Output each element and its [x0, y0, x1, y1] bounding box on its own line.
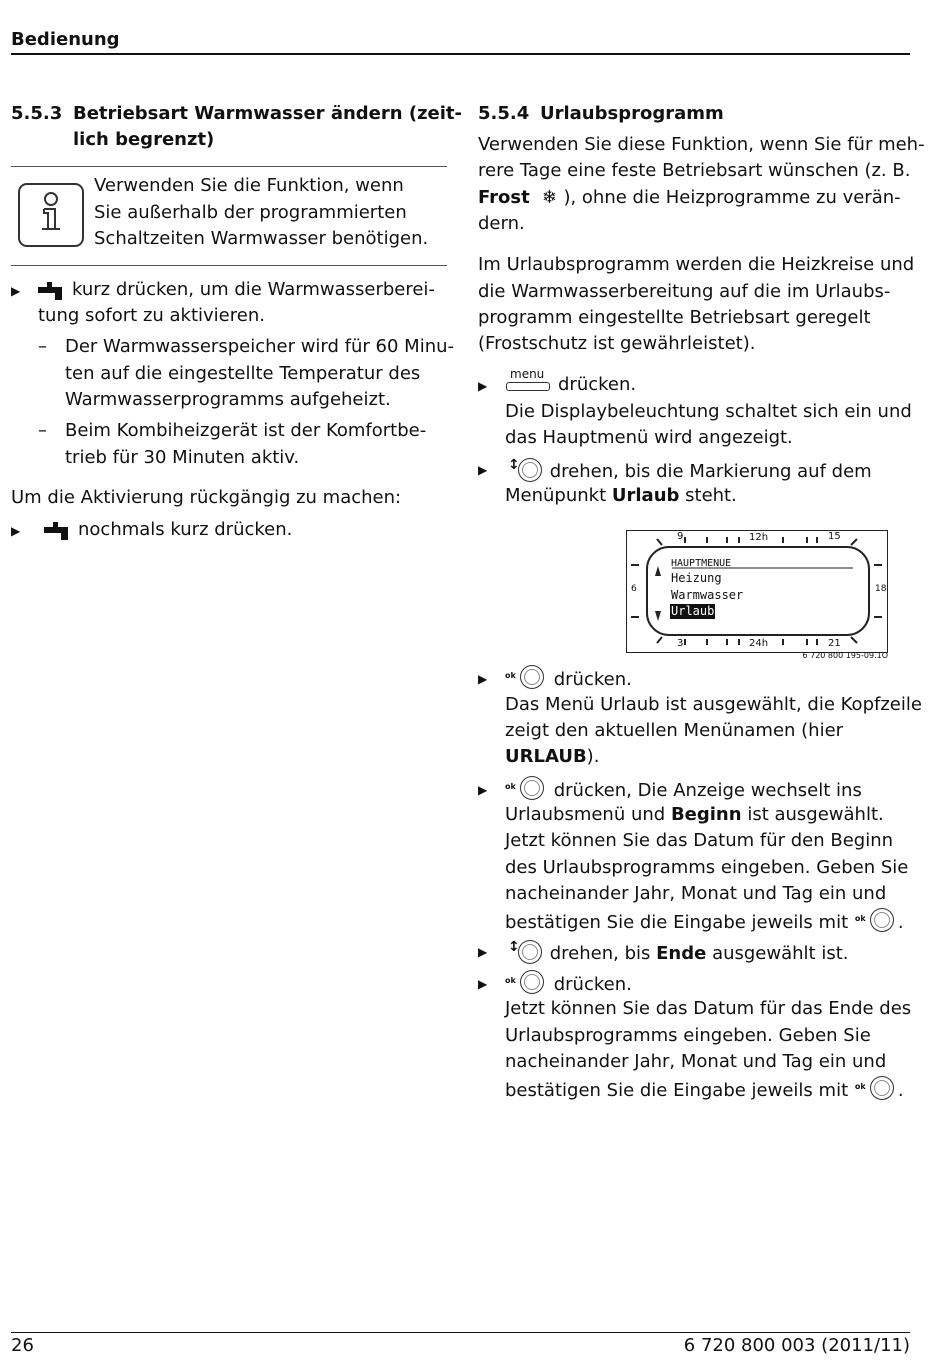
step-text: ist ausgewählt. [747, 804, 884, 825]
frost-label: Frost [478, 187, 530, 208]
section-heading-553 [11, 101, 462, 128]
step-text: Das Menü Urlaub ist ausgewählt, die Kopfzeile [505, 694, 922, 715]
intro-line: dern. [478, 213, 525, 234]
step-text: . [897, 1080, 904, 1101]
ok-label: ok [505, 976, 516, 985]
dash-item-line: Der Warmwasserspeicher wird für 60 Minu- [65, 336, 455, 357]
dash-icon: – [38, 336, 47, 357]
step-text: bestätigen Sie die Eingabe jeweils mit [505, 1080, 849, 1101]
display-tick-label: 18 [875, 584, 887, 594]
ok-knob-icon [504, 665, 548, 691]
hot-water-tap-icon [44, 521, 72, 550]
section-title-cont: lich begrenzt) [73, 129, 215, 150]
divider [11, 166, 447, 167]
step-text: nochmals kurz drücken. [78, 519, 293, 540]
step-line [504, 456, 872, 486]
display-illustration [626, 530, 888, 653]
dash-item-line: ten auf die eingestellte Temperatur des [65, 363, 421, 384]
step-line [504, 665, 632, 694]
step-text: des Urlaubsprogramms eingeben. Geben Sie [505, 857, 909, 878]
display-tick-label: 21 [828, 638, 841, 649]
display-tick-label: 9 [677, 531, 684, 542]
section-title: Betriebsart Warmwasser ändern (zeit- [73, 103, 462, 124]
bullet-arrow-icon: ▶ [478, 977, 488, 991]
section-heading-554 [478, 101, 724, 128]
info-line: Verwenden Sie die Funktion, wenn [94, 175, 404, 196]
para-line: (Frostschutz ist gewährleistet). [478, 333, 756, 354]
ok-knob-icon [504, 776, 548, 802]
step-text: drücken. [558, 374, 637, 395]
step-text: drehen, bis die Markierung auf dem [549, 461, 872, 482]
step-text: Die Displaybeleuchtung schaltet sich ein und [505, 401, 912, 422]
step-text: nacheinander Jahr, Monat und Tag ein und [505, 883, 887, 904]
divider [11, 265, 447, 266]
step-line [504, 970, 632, 999]
ok-knob-icon [854, 1076, 898, 1102]
intro-line: rere Tage eine feste Betriebsart wünschen (z. B. [478, 160, 911, 181]
step-text: ). [586, 746, 600, 767]
dash-item-line: Beim Kombiheizgerät ist der Komfortbe- [65, 420, 427, 441]
display-menu-item: Warmwasser [671, 588, 744, 602]
page-number: 26 [11, 1335, 34, 1356]
beginn-label: Beginn [670, 804, 742, 825]
display-menu-title: HAUPTMENUE [671, 558, 732, 569]
step-text: Urlaubsmenü und [505, 804, 666, 825]
display-tick-label: 15 [828, 531, 841, 542]
ok-knob-icon [504, 970, 548, 996]
urlaub-caps: URLAUB [505, 746, 587, 767]
step-text: Menüpunkt [505, 485, 607, 506]
step-text: zeigt den aktuellen Menünamen (hier [505, 720, 844, 741]
bullet-arrow-icon: ▶ [478, 783, 488, 797]
ok-label: ok [505, 782, 516, 791]
step-text: steht. [685, 485, 737, 506]
intro-line [478, 185, 901, 212]
step-line [505, 744, 599, 771]
para-line: Im Urlaubsprogramm werden die Heizkreise und [478, 254, 915, 275]
info-line: Schaltzeiten Warmwasser benötigen. [94, 228, 429, 249]
intro-line: Verwenden Sie diese Funktion, wenn Sie für meh- [478, 134, 925, 155]
ok-knob-icon [854, 908, 898, 934]
header-title: Bedienung [11, 29, 120, 50]
step-text: kurz drücken, um die Warmwasserberei- [72, 279, 435, 300]
bullet-arrow-icon: ▶ [478, 945, 488, 959]
step-text: drehen, bis [549, 943, 651, 964]
step-line [505, 483, 737, 510]
display-tick-label: 6 [631, 584, 637, 594]
step-text: Jetzt können Sie das Datum für den Beginn [505, 830, 894, 851]
display-menu-item: Heizung [671, 571, 722, 585]
dash-icon: – [38, 420, 47, 441]
step-text: das Hauptmenü wird angezeigt. [505, 427, 793, 448]
bullet-arrow-icon: ▶ [11, 284, 21, 298]
display-tick-label: 24h [749, 638, 769, 649]
bullet-arrow-icon: ▶ [478, 379, 488, 393]
step-text: ausgewählt ist. [712, 943, 849, 964]
step-text: drücken. [553, 669, 632, 690]
dash-item-line: trieb für 30 Minuten aktiv. [65, 447, 300, 468]
menu-label: menu [510, 367, 545, 381]
info-icon [18, 183, 84, 247]
snowflake-icon: ❄ [541, 187, 557, 208]
document-number: 6 720 800 003 (2011/11) [683, 1335, 910, 1356]
ende-label: Ende [656, 943, 707, 964]
ok-label: ok [854, 1082, 866, 1091]
step-line [504, 938, 848, 968]
bullet-arrow-icon: ▶ [11, 524, 21, 538]
section-number: 5.5.3 [11, 103, 63, 124]
figure-caption: 6 720 800 195-09.1O [802, 651, 888, 660]
step-line [505, 1076, 904, 1105]
step-line [505, 802, 884, 829]
ok-label: ok [505, 671, 516, 680]
step-text: . [897, 912, 904, 933]
header-rule [11, 53, 910, 55]
step-text: drücken, Die Anzeige wechselt ins [553, 780, 862, 801]
dash-item-line: Warmwasserprogramms aufgeheizt. [65, 389, 391, 410]
step-text: drücken. [553, 974, 632, 995]
step-text: bestätigen Sie die Eingabe jeweils mit [505, 912, 849, 933]
bullet-arrow-icon: ▶ [478, 463, 488, 477]
ok-label: ok [854, 914, 866, 923]
step-text: Jetzt können Sie das Datum für das Ende des [505, 998, 912, 1019]
section-title: Urlaubsprogramm [540, 103, 724, 124]
display-tick-label: 12h [749, 532, 769, 543]
intro-text: ), ohne die Heizprogramme zu verän- [563, 187, 901, 208]
urlaub-label: Urlaub [611, 485, 680, 506]
rotary-knob-icon: ↕ [504, 456, 544, 484]
step-text: Urlaubsprogramms eingeben. Geben Sie [505, 1025, 871, 1046]
info-line: Sie außerhalb der programmierten [94, 202, 407, 223]
para-line: programm eingestellte Betriebsart geregelt [478, 307, 871, 328]
display-tick-label: 3 [677, 638, 684, 649]
menu-button-icon [504, 367, 552, 395]
section-number: 5.5.4 [478, 103, 530, 124]
para-line: die Warmwasserbereitung auf die im Urlaubs- [478, 281, 891, 302]
bullet-arrow-icon: ▶ [478, 672, 488, 686]
display-menu-item-selected: Urlaub [671, 604, 715, 618]
rotary-knob-icon: ↕ [504, 938, 544, 966]
undo-text: Um die Aktivierung rückgängig zu machen: [11, 487, 402, 508]
step-text: nacheinander Jahr, Monat und Tag ein und [505, 1051, 887, 1072]
step-line [504, 776, 862, 805]
step-text: tung sofort zu aktivieren. [38, 305, 265, 326]
step-line [505, 908, 904, 937]
